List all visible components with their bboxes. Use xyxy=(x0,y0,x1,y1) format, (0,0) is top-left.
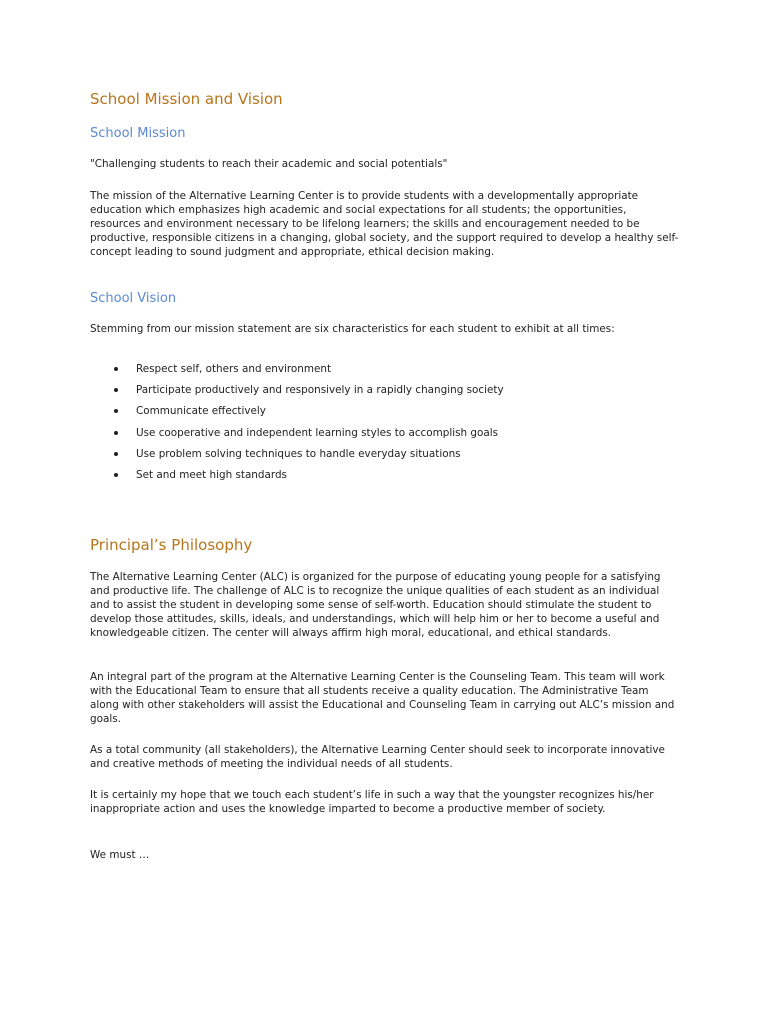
philosophy-paragraph: It is certainly my hope that we touch each student’s life in such a way that the youngster recognizes his/her inappropriate action and uses the knowledge imparted to become a productive member of society. xyxy=(90,789,654,815)
list-item-text: Set and meet high standards xyxy=(136,468,287,481)
characteristics-list xyxy=(90,362,504,489)
bullet-icon xyxy=(114,452,118,456)
philosophy-title: Principal’s Philosophy xyxy=(90,536,253,554)
bullet-icon xyxy=(114,367,118,371)
list-item-text: Communicate effectively xyxy=(136,405,266,418)
bullet-icon xyxy=(114,473,118,477)
philosophy-paragraph: As a total community (all stakeholders), the Alternative Learning Center should seek to incorporate innovative and creative methods of meeting the individual needs of all students. xyxy=(90,744,665,770)
list-item-text: Use problem solving techniques to handle everyday situations xyxy=(136,447,461,460)
philosophy-paragraph: The Alternative Learning Center (ALC) is organized for the purpose of educating young people for a satisfying and productive life. The challenge of ALC is to recognize the unique qualities of each student as an individual and to assist the student in developing some sense of self-worth. Education should stimulate the student to develop those attitudes, skills, ideals, and understandings, which will help him or her to become a useful and knowledgeable citizen. The center will always affirm high moral, educational, and ethical standards. xyxy=(90,571,661,639)
philosophy-paragraph: We must … xyxy=(90,849,150,861)
list-item xyxy=(90,468,504,489)
list-item xyxy=(90,383,504,404)
list-item-text: Participate productively and responsively in a rapidly changing society xyxy=(136,384,504,397)
school-vision-heading: School Vision xyxy=(90,291,177,306)
mission-quote: "Challenging students to reach their academic and social potentials" xyxy=(90,158,448,170)
mission-body: The mission of the Alternative Learning Center is to provide students with a developmentally appropriate education which emphasizes high academic and social expectations for all students; the opportunities, resources and environment necessary to be lifelong learners; the skills and encouragement needed to be productive, responsible citizens in a changing, global society, and the support required to develop a healthy self-concept leading to sound judgment and appropriate, ethical decision making. xyxy=(90,190,679,258)
list-item-text: Respect self, others and environment xyxy=(136,363,332,375)
list-item xyxy=(90,404,504,425)
school-mission-heading: School Mission xyxy=(90,126,186,141)
bullet-icon xyxy=(114,388,118,392)
list-item xyxy=(90,362,504,383)
mission-vision-title: School Mission and Vision xyxy=(90,90,283,108)
philosophy-paragraph: An integral part of the program at the Alternative Learning Center is the Counseling Team. This team will work with the Educational Team to ensure that all students receive a quality education. The Administrative Team along with other stakeholders will assist the Educational and Counseling Team in carrying out ALC’s mission and goals. xyxy=(90,671,675,725)
list-item-text: Use cooperative and independent learning styles to accomplish goals xyxy=(136,426,499,439)
list-item xyxy=(90,447,504,468)
bullet-icon xyxy=(114,409,118,413)
vision-intro: Stemming from our mission statement are six characteristics for each student to exhibit at all times: xyxy=(90,323,615,335)
list-item xyxy=(90,426,504,447)
bullet-icon xyxy=(114,431,118,435)
